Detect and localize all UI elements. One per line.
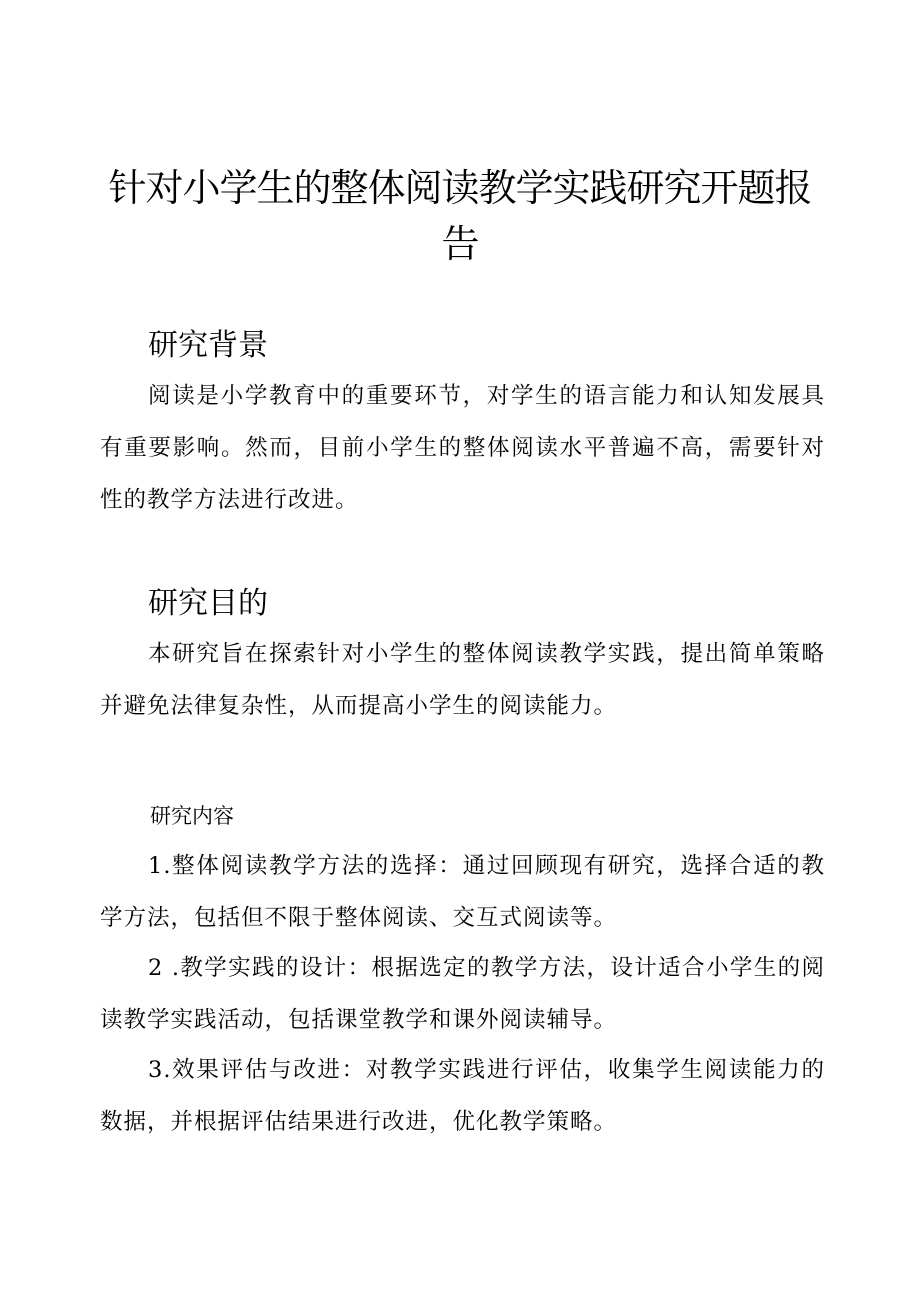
section-heading-content: 研究内容 [150, 804, 234, 828]
document-title: 针对小学生的整体阅读教学实践研究开题报告 [108, 166, 812, 266]
section-text-background: 阅读是小学教育中的重要环节，对学生的语言能力和认知发展具有重要影响。然而，目前小学生的整体阅读水平普遍不高，需要针对性的教学方法进行改进。 [100, 383, 825, 513]
content-item-2: 2 .教学实践的设计：根据选定的教学方法，设计适合小学生的阅读教学实践活动，包括课堂教学和课外阅读辅导。 [100, 955, 825, 1033]
content-item-3: 3.效果评估与改进：对教学实践进行评估，收集学生阅读能力的数据，并根据评估结果进行改进，优化教学策略。 [100, 1057, 825, 1135]
section-heading-goal: 研究目的 [148, 586, 268, 621]
content-item-1: 1.整体阅读教学方法的选择：通过回顾现有研究，选择合适的教学方法，包括但不限于整体阅读、交互式阅读等。 [100, 853, 825, 931]
section-heading-background: 研究背景 [148, 328, 268, 363]
section-text-goal: 本研究旨在探索针对小学生的整体阅读教学实践，提出简单策略并避免法律复杂性，从而提高小学生的阅读能力。 [100, 641, 825, 719]
